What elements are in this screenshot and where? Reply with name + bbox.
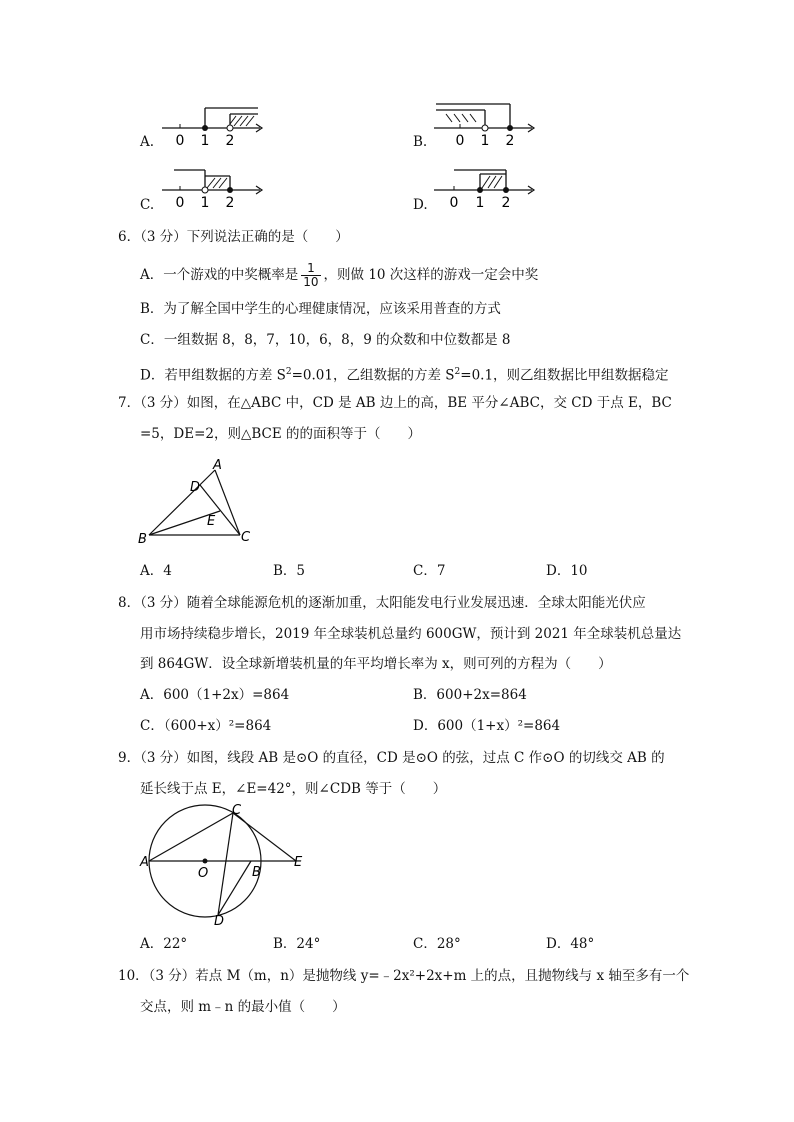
tick-label: 0 [449, 195, 459, 211]
q6-option-b: B．为了解全国中学生的心理健康情况，应该采用普查的方式 [140, 301, 501, 317]
open-point-icon [227, 125, 233, 131]
q9-option-b: B．24° [273, 936, 321, 952]
tick-label: 2 [505, 133, 515, 149]
q8-stem-line3: 到 864GW．设全球新增装机量的年平均增长率为 x，则可列的方程为（ ） [140, 656, 612, 672]
solid-point-icon [503, 187, 509, 193]
label-e: E [207, 514, 216, 529]
tick-label: 1 [475, 195, 485, 211]
q5-number-line-a [160, 100, 270, 152]
q7-option-b: B．5 [273, 563, 306, 579]
q7-stem-line1: 7．（3 分）如图，在△ABC 中，CD 是 AB 边上的高，BE 平分∠ABC，交 CD 于点 E，BC [118, 395, 672, 411]
solid-point-icon [477, 187, 483, 193]
q8-option-d: D．600（1+x）²=864 [413, 718, 561, 734]
q5-option-c-letter: C. [140, 197, 155, 213]
label-b: B [252, 865, 261, 880]
label-d: D [214, 914, 225, 927]
q9-stem-line1: 9．（3 分）如图，线段 AB 是⊙O 的直径，CD 是⊙O 的弦，过点 C 作⊙O 的切线交 AB 的 [118, 750, 665, 766]
q9-circle-diagram [138, 802, 318, 927]
label-o: O [198, 866, 209, 881]
q8-stem-line1: 8．（3 分）随着全球能源危机的逐渐加重，太阳能发电行业发展迅速．全球太阳能光伏应 [118, 595, 646, 611]
q5-number-line-b [432, 100, 542, 152]
label-b: B [138, 532, 147, 547]
center-point-icon [203, 859, 208, 864]
q6-stem: 6．（3 分）下列说法正确的是（ ） [118, 229, 349, 245]
label-a: A [213, 458, 222, 473]
tick-label: 2 [501, 195, 511, 211]
q7-triangle-diagram [135, 455, 265, 550]
tick-label: 0 [175, 195, 185, 211]
q10-stem-line2: 交点，则 m﹣n 的最小值（ ） [140, 999, 346, 1015]
q5-number-line-d [432, 162, 542, 214]
q8-stem-line2: 用市场持续稳步增长，2019 年全球装机总量约 600GW，预计到 2021 年全球装机总量达 [140, 626, 682, 642]
q6-option-c: C．一组数据 8，8，7，10，6，8，9 的众数和中位数都是 8 [140, 332, 511, 348]
q5-option-a-letter: A. [140, 134, 155, 150]
tick-label: 0 [455, 133, 465, 149]
q7-stem-line2: =5，DE=2，则△BCE 的的面积等于（ ） [140, 426, 422, 442]
tick-label: 1 [480, 133, 490, 149]
label-a: A [140, 855, 149, 870]
q7-option-a: A．4 [140, 563, 172, 579]
tick-label: 0 [175, 133, 185, 149]
q7-option-c: C．7 [413, 563, 446, 579]
open-point-icon [482, 125, 488, 131]
fraction: $\frac{1}{10}$ [303, 261, 319, 289]
tick-label: 2 [225, 195, 235, 211]
q7-option-d: D．10 [546, 563, 588, 579]
q9-option-d: D．48° [546, 936, 595, 952]
solid-point-icon [202, 125, 208, 131]
q8-option-b: B．600+2x=864 [413, 687, 527, 703]
q9-stem-line2: 延长线于点 E，∠E=42°，则∠CDB 等于（ ） [140, 781, 447, 797]
q8-option-c: C．（600+x）²=864 [140, 718, 272, 734]
q8-option-a: A．600（1+2x）=864 [140, 687, 290, 703]
open-point-icon [202, 187, 208, 193]
q6-option-d: D．若甲组数据的方差 $S^2=0.01$，乙组数据的方差 $S^2=0.1$，则乙组数据比甲组数据稳定 [140, 367, 669, 384]
solid-point-icon [507, 125, 513, 131]
q6-option-a: A．一个游戏的中奖概率是 $\frac{1}{10}$ ，则做 10 次这样的游戏一定会中奖 [140, 261, 539, 289]
label-c: C [232, 803, 242, 818]
q9-option-a: A．22° [140, 936, 188, 952]
label-d: D [190, 480, 201, 495]
tick-label: 2 [225, 133, 235, 149]
tick-label: 1 [200, 195, 210, 211]
tick-label: 1 [200, 133, 210, 149]
q9-option-c: C．28° [413, 936, 461, 952]
q5-number-line-c [160, 162, 270, 214]
label-e: E [294, 855, 303, 870]
q10-stem-line1: 10．（3 分）若点 M（m，n）是抛物线 y=﹣2x²+2x+m 上的点，且抛物线与 x 轴至多有一个 [118, 968, 690, 984]
label-c: C [241, 530, 251, 545]
q5-option-d-letter: D. [413, 197, 428, 213]
q5-option-b-letter: B. [413, 134, 428, 150]
solid-point-icon [227, 187, 233, 193]
